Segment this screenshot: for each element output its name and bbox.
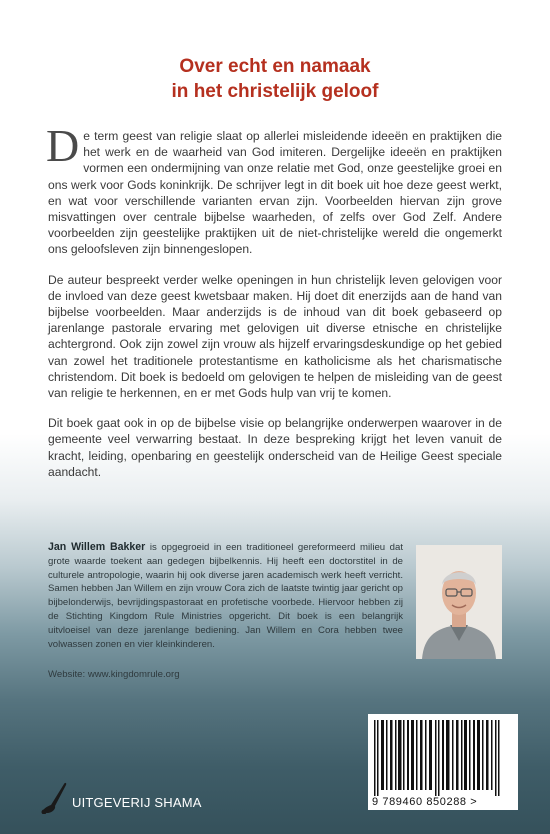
- author-portrait-image: [416, 545, 502, 659]
- author-website: Website: www.kingdomrule.org: [48, 669, 180, 680]
- blurb-paragraph-1-text: e term geest van religie slaat op allerlei misleidende ideeën en praktijken die het werk en de waarheid van God imiteren. Dergelijke ideeën en praktijken vormen een ondermijning van onze relatie met God, onze geestelijke groei en ons werk voor Gods koninkrijk. De schrijver legt in dit boek uit hoe deze geest werkt, en wat voor verschillende varianten ervan zijn. Voorbeelden hiervan zijn grove misvattingen over centrale bijbelse waarheden, of zelfs over God Zelf. Andere voorbeelden zijn geestelijke praktijken uit de niet-christelijke wereld die ongemerkt ons geloofsleven zijn binnengeslopen.: [48, 129, 502, 257]
- shofar-icon: [38, 778, 68, 814]
- title-line-2: in het christelijk geloof: [171, 81, 379, 102]
- isbn-barcode: [368, 714, 518, 810]
- isbn-number: 9 789460 850288 >: [372, 796, 478, 808]
- title-line-1: Over echt en namaak: [179, 56, 371, 77]
- author-name: Jan Willem Bakker: [48, 541, 146, 553]
- blurb: [46, 120, 502, 494]
- cover-title: [0, 54, 550, 104]
- publisher-logo: [38, 778, 202, 814]
- author-photo: [416, 545, 502, 659]
- blurb-paragraph-1: [46, 120, 502, 258]
- author-bio: [48, 541, 403, 651]
- barcode-image: [368, 714, 518, 796]
- blurb-paragraph-2: De auteur bespreekt verder welke openingen in hun christelijk leven gelovigen voor de invloed van deze geest kwetsbaar maken. Hij doet dit enerzijds aan de hand van bijbelse voorbeelden. Maar anderzijds is de inhoud van dit boek gebaseerd op jarenlange pastorale ervaring met gelovigen uit diverse etnische en christelijke achtergrond. Ook zijn zowel zijn vrouw als hijzelf ervaringsdeskundige op het gebied van zowel het traditionele protestantisme en katholicisme als het charismatische christendom. Dit boek is bedoeld om gelovigen te helpen de misleiding van de geest van religie te herkennen, en er met Gods hulp van vrij te komen.: [48, 272, 502, 401]
- blurb-paragraph-3: Dit boek gaat ook in op de bijbelse visie op belangrijke onderwerpen waarover in de gemeente veel verwarring bestaat. In deze bespreking krijgt het leven vanuit de kracht, leiding, openbaring en geestelijk onderscheid van de Heilige Geest speciale aandacht.: [48, 416, 502, 479]
- publisher-name: UITGEVERIJ SHAMA: [72, 795, 202, 810]
- author-bio-text: is opgegroeid in een traditioneel gereformeerd milieu dat grote waarde toekent aan gedegen bijbelkennis. Hij heeft een doctorstitel in de culturele antropologie, waarin hij ook diverse jaren academisch werk heeft verricht. Samen hebben Jan Willem en zijn vrouw Cora zich de laatste twintig jaar gericht op bijbelonderwijs, bevrijdingspastoraat en profetische voorbede. Hiervoor hebben zij de Stichting Kingdom Rule Ministries opgericht. Dit boek is een belangrijk uitvloeisel van deze jarenlange bediening. Jan Willem en Cora hebben twee volwassen zonen en vier kleinkinderen.: [48, 542, 404, 650]
- drop-cap: D: [46, 120, 80, 171]
